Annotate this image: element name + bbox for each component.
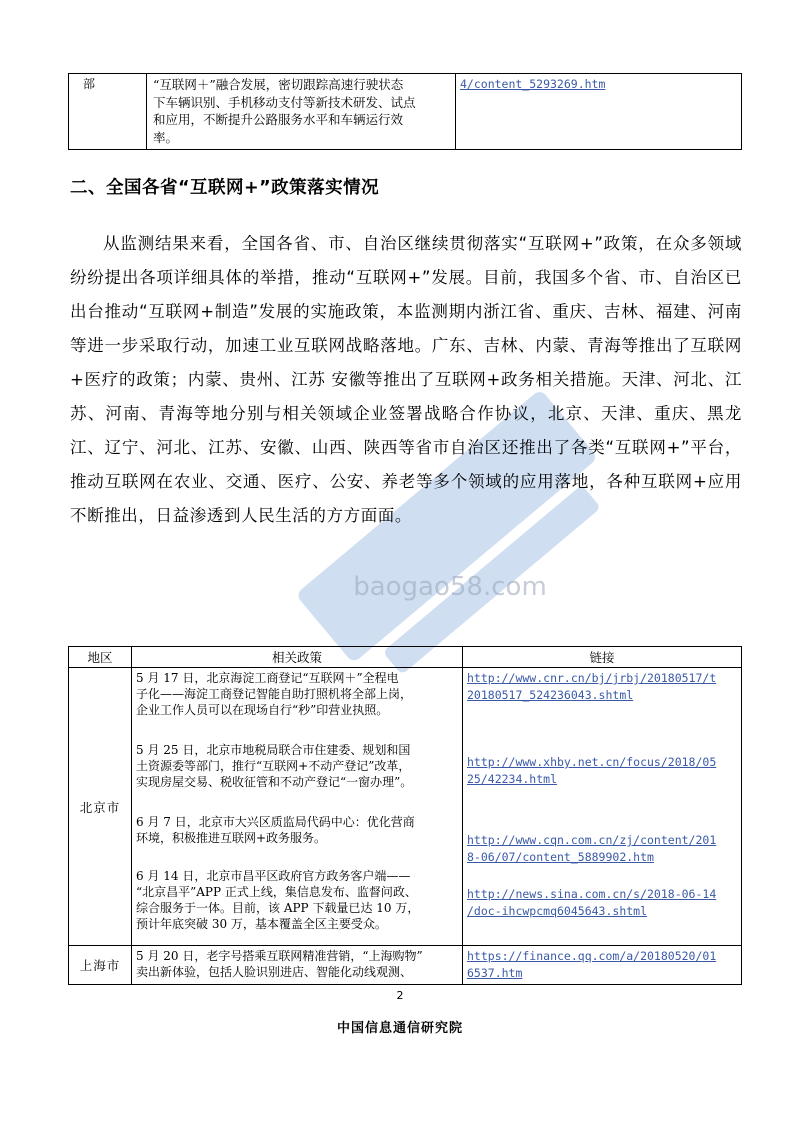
top-table-region-cell: 部 xyxy=(69,74,147,150)
header-link: 链接 xyxy=(463,647,742,668)
region-beijing: 北京市 xyxy=(69,668,132,946)
table-row-shanghai xyxy=(69,946,742,985)
header-policy: 相关政策 xyxy=(132,647,463,668)
policy-entry: 5 月 25 日，北京市地税局联合市住建委、规划和国 土资源委等部门，推行“互联网+不动产登记”改革， 实现房屋交易、税收征管和不动产登记“一窗办理”。 xyxy=(136,743,413,789)
policy-entry: 5 月 17 日，北京海淀工商登记“互联网＋”全程电 子化——海淀工商登记智能自助打照机将全部上岗， 企业工作人员可以在现场自行“秒”印营业执照。 xyxy=(136,671,413,717)
policy-link[interactable]: http://www.cqn.com.cn/zj/content/201 8-06/07/content_5889902.htm xyxy=(467,833,717,864)
main-table xyxy=(68,646,742,985)
policy-cell-beijing xyxy=(132,668,463,946)
table-row-beijing xyxy=(69,668,742,946)
policy-link[interactable]: http://news.sina.com.cn/s/2018-06-14 /doc-ihcwpcmq6045643.shtml xyxy=(467,887,717,918)
watermark-text: baogao58.com xyxy=(353,572,547,602)
policy-entry: 5 月 20 日，老字号搭乘互联网精准营销，“上海购物” 卖出新体验，包括人脸识别进店、智能化动线观测、 xyxy=(136,949,423,979)
top-table xyxy=(68,73,742,150)
section-heading: 二、全国各省“互联网+”政策落实情况 xyxy=(70,178,380,198)
top-table-link[interactable]: 4/content_5293269.htm xyxy=(460,77,606,91)
top-table-policy: “互联网＋”融合发展，密切跟踪高速行驶状态 下车辆识别、手机移动支付等新技术研发、试点 和应用，不断提升公路服务水平和车辆运行效 率。 xyxy=(153,77,416,145)
footer-organization: 中国信息通信研究院 xyxy=(336,1021,463,1036)
top-table-policy-cell xyxy=(147,74,456,150)
link-cell-shanghai xyxy=(463,946,742,985)
region-shanghai: 上海市 xyxy=(69,946,132,985)
policy-entry: 6 月 7 日，北京市大兴区质监局代码中心：优化营商 环境，积极推进互联网+政务服务。 xyxy=(136,815,415,845)
policy-cell-shanghai xyxy=(132,946,463,985)
top-table-link-cell xyxy=(456,74,742,150)
body-paragraph: 从监测结果来看，全国各省、市、自治区继续贯彻落实“互联网+”政策，在众多领域纷纷提出各项详细具体的举措，推动“互联网+”发展。目前，我国多个省、市、自治区已出台推动“互联网+制造”发展的实施政策，本监测期内浙江省、重庆、吉林、福建、河南等进一步采取行动，加速工业互联网战略落地。广东、吉林、内蒙、青海等推出了互联网+医疗的政策；内蒙、贵州、江苏 安徽等推出了互联网+政务相关措施。天津、河北、江苏、河南、青海等地分别与相关领域企业签署战略合作协议，北京、天津、重庆、黑龙江、辽宁、河北、江苏、安徽、山西、陕西等省市自治区还推出了各类“互联网+”平台，推动互联网在农业、交通、医疗、公安、养老等多个领域的应用落地，各种互联网+应用不断推出，日益渗透到人民生活的方方面面。 xyxy=(70,234,742,525)
policy-link[interactable]: http://www.xhby.net.cn/focus/2018/05 25/42234.html xyxy=(467,755,717,786)
link-cell-beijing xyxy=(463,668,742,946)
header-region: 地区 xyxy=(69,647,132,668)
policy-link[interactable]: https://finance.qq.com/a/20180520/01 6537.htm xyxy=(467,949,717,980)
policy-link[interactable]: http://www.cnr.cn/bj/jrbj/20180517/t 20180517_524236043.shtml xyxy=(467,671,717,702)
policy-entry: 6 月 14 日，北京市昌平区政府官方政务客户端—— “北京昌平”APP 正式上线，集信息发布、监督问政、 综合服务于一体。目前，该 APP 下载量已达 10 万， 预计年底突破 30 万，基本覆盖全区主要受众。 xyxy=(136,869,420,931)
page-number: 2 xyxy=(396,989,404,1002)
table-header-row xyxy=(69,647,742,668)
